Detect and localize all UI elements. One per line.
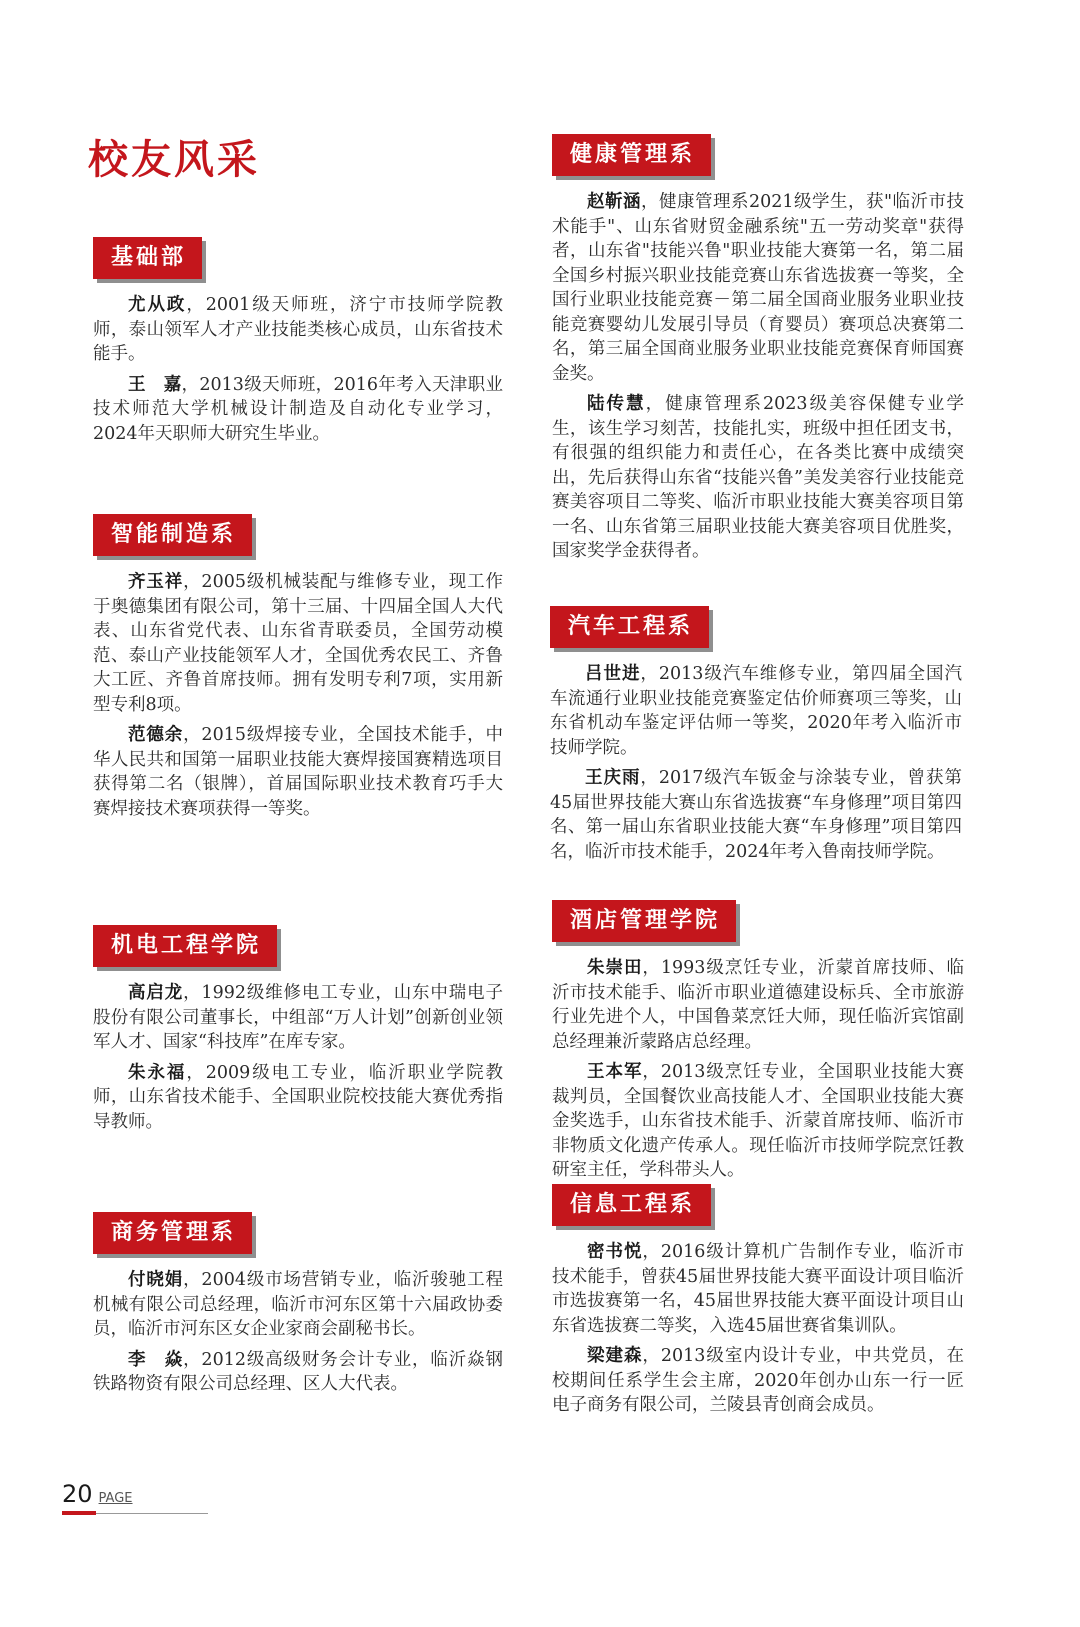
alumni-entry (550, 766, 962, 864)
alumni-name: 范德余 (128, 725, 184, 745)
page-label: PAGE (98, 1491, 133, 1506)
page-number: 20 (62, 1480, 93, 1508)
alumni-entry (93, 1348, 503, 1397)
alumni-name: 朱永福 (128, 1062, 187, 1083)
alumni-entry (93, 293, 503, 367)
section-heading: 商务管理系 (93, 1212, 252, 1254)
section-heading: 信息工程系 (552, 1184, 711, 1226)
alumni-description: ，健康管理系2023级美容保健专业学生，该生学习刻苦，技能扎实，班级中担任团支书，有很强的组织能力和责任心，在各类比赛中成绩突出，先后获得山东省“技能兴鲁”美发美容行业技能竞赛美容项目二等奖、临沂市职业技能大赛美容项目第一名、山东省第三届职业技能大赛美容项目优胜奖，国家奖学金获得者。 (552, 394, 964, 561)
alumni-name: 齐玉祥 (128, 572, 184, 592)
alumni-name: 高启龙 (128, 983, 184, 1003)
alumni-name: 尤从政 (128, 295, 187, 315)
alumni-entry (552, 956, 964, 1054)
alumni-description: ，2017级汽车钣金与涂装专业，曾获第45届世界技能大赛山东省选拔赛“车身修理”项目第四名、第一届山东省职业技能大赛“车身修理”项目第四名，临沂市技术能手，2024年考入鲁南技师学院。 (550, 768, 963, 862)
section-heading: 机电工程学院 (93, 925, 277, 967)
footer-rule (96, 1513, 208, 1514)
alumni-description: ，2015级焊接专业，全国技术能手，中华人民共和国第一届职业技能大赛焊接国赛精选项目获得第二名（银牌），首届国际职业技术教育巧手大赛焊接技术赛项获得一等奖。 (93, 725, 503, 819)
alumni-entry (93, 373, 503, 447)
section-heading: 汽车工程系 (550, 606, 709, 648)
section-intelligent-manufacturing (93, 514, 503, 827)
section-business-management (93, 1212, 503, 1403)
alumni-entry (93, 981, 503, 1055)
alumni-name: 付晓娟 (128, 1270, 184, 1290)
section-electromechanical (93, 925, 503, 1140)
alumni-name: 李 焱 (128, 1349, 184, 1370)
section-automotive-engineering (550, 606, 962, 870)
alumni-name: 梁建森 (587, 1346, 643, 1366)
alumni-entry (552, 1344, 964, 1418)
alumni-entry (552, 1240, 964, 1338)
alumni-description: ，2012级高级财务会计专业，临沂焱钢铁路物资有限公司总经理、区人大代表。 (93, 1349, 503, 1394)
alumni-name: 朱崇田 (587, 958, 643, 978)
alumni-name: 吕世进 (585, 664, 641, 684)
page-footer (62, 1480, 133, 1508)
alumni-description: ，2001级天师班，济宁市技师学院教师，泰山领军人才产业技能类核心成员，山东省技术能手。 (93, 295, 504, 364)
alumni-description: ，2009级电工专业，临沂职业学院教师，山东省技术能手、全国职业院校技能大赛优秀指导教师。 (93, 1062, 504, 1132)
section-heading: 健康管理系 (552, 134, 711, 176)
alumni-description: ，2004级市场营销专业，临沂骏驰工程机械有限公司总经理，临沂市河东区第十六届政协委员，临沂市河东区女企业家商会副秘书长。 (93, 1270, 503, 1339)
alumni-entry (93, 723, 503, 821)
alumni-description: ，2013级室内设计专业，中共党员，在校期间任系学生会主席，2020年创办山东一行一匠电子商务有限公司，兰陵县青创商会成员。 (552, 1346, 965, 1415)
page-title: 校友风采 (88, 137, 260, 183)
alumni-entry (552, 1060, 964, 1183)
section-heading: 酒店管理学院 (552, 900, 736, 942)
alumni-name: 王 嘉 (128, 374, 182, 395)
alumni-entry (552, 392, 964, 564)
alumni-description: ，1992级维修电工专业，山东中瑞电子股份有限公司董事长，中组部“万人计划”创新创业领军人才、国家“科技库”在库专家。 (93, 983, 503, 1052)
alumni-description: ，2013级汽车维修专业，第四届全国汽车流通行业职业技能竞赛鉴定估价师赛项三等奖，山东省机动车鉴定评估师一等奖，2020年考入临沂市技师学院。 (550, 664, 963, 758)
alumni-description: ，2016级计算机广告制作专业，临沂市技术能手，曾获45届世界技能大赛平面设计项目临沂市选拔赛第一名，45届世界技能大赛平面设计项目山东省选拔赛二等奖，入选45届世赛省集训队。 (552, 1242, 965, 1336)
footer-accent-bar (62, 1511, 96, 1515)
section-health-management (552, 134, 964, 570)
alumni-name: 密书悦 (587, 1242, 643, 1262)
section-information-engineering (552, 1184, 964, 1424)
alumni-description: ，2013级天师班，2016年考入天津职业技术师范大学机械设计制造及自动化专业学习，2024年天职师大研究生毕业。 (93, 374, 503, 444)
section-hotel-management (552, 900, 964, 1189)
alumni-description: ，2013级烹饪专业，全国职业技能大赛裁判员，全国餐饮业高技能人才、全国职业技能大赛金奖选手，山东省技术能手、沂蒙首席技师、临沂市非物质文化遗产传承人。现任临沂市技师学院烹饪教研室主任，学科带头人。 (552, 1062, 965, 1180)
alumni-name: 王本军 (587, 1062, 643, 1082)
alumni-entry (93, 1268, 503, 1342)
alumni-description: ，1993级烹饪专业，沂蒙首席技师、临沂市技术能手、临沂市职业道德建设标兵、全市旅游行业先进个人，中国鲁菜烹饪大师，现任临沂宾馆副总经理兼沂蒙路店总经理。 (552, 958, 965, 1052)
section-heading: 基础部 (93, 237, 202, 279)
section-foundation (93, 237, 503, 452)
alumni-entry (93, 570, 503, 717)
alumni-entry (93, 1061, 503, 1135)
section-heading: 智能制造系 (93, 514, 252, 556)
alumni-name: 赵靳涵 (587, 192, 641, 212)
alumni-entry (552, 190, 964, 386)
alumni-description: ，2005级机械装配与维修专业，现工作于奥德集团有限公司，第十三届、十四届全国人大代表、山东省党代表、山东省青联委员，全国劳动模范、泰山产业技能领军人才，全国优秀农民工、齐鲁大工匠、齐鲁首席技师。拥有发明专利7项，实用新型专利8项。 (93, 572, 503, 715)
alumni-entry (550, 662, 962, 760)
alumni-name: 王庆雨 (585, 768, 641, 788)
alumni-name: 陆传慧 (587, 394, 646, 414)
alumni-description: ，健康管理系2021级学生，获"临沂市技术能手"、山东省财贸金融系统"五一劳动奖章"获得者，山东省"技能兴鲁"职业技能大赛第一名，第二届全国乡村振兴职业技能竞赛山东省选拔赛一等奖，全国行业职业技能竞赛－第二届全国商业服务业职业技能竞赛婴幼儿发展引导员（育婴员）赛项总决赛第二名，第三届全国商业服务业职业技能竞赛保育师国赛金奖。 (552, 192, 965, 384)
